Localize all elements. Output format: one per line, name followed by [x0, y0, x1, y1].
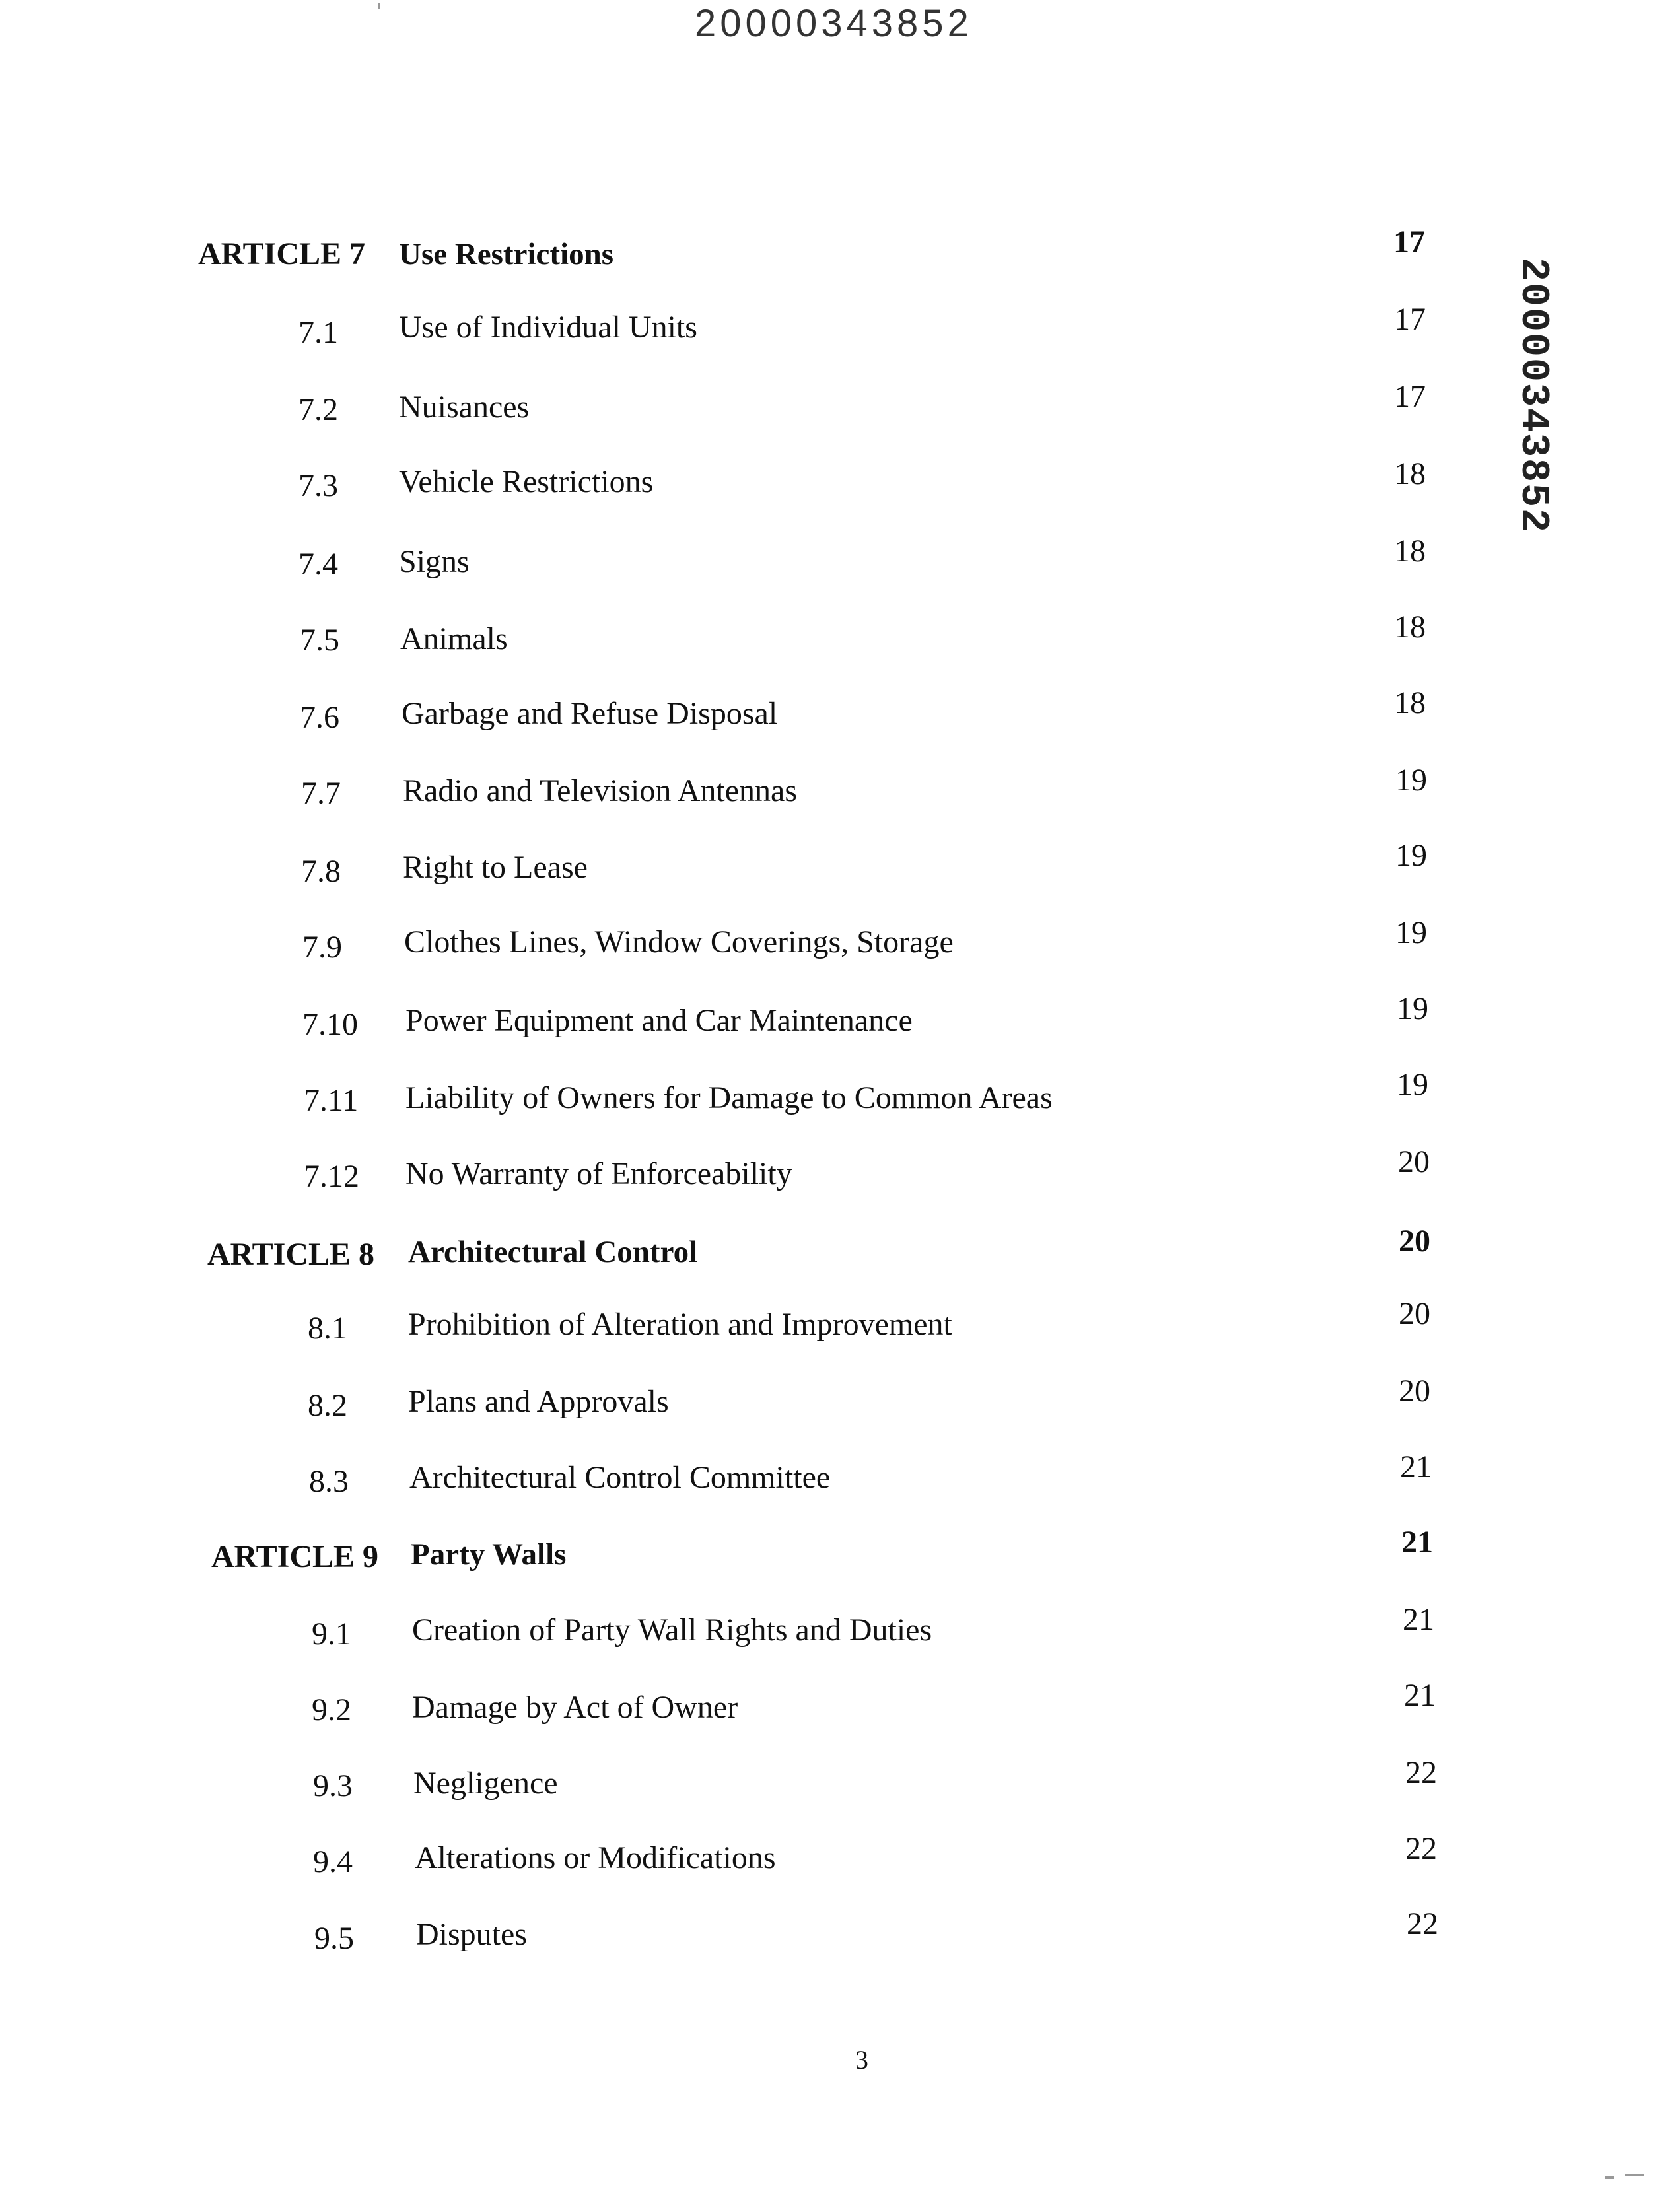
section-page: 18	[1394, 685, 1426, 720]
toc-section-row	[304, 1144, 1453, 1203]
section-title: Clothes Lines, Window Coverings, Storage	[404, 924, 954, 959]
section-page: 18	[1394, 456, 1426, 491]
section-page: 21	[1404, 1678, 1436, 1713]
section-title: Alterations or Modifications	[415, 1840, 776, 1875]
section-number: 9.3	[313, 1768, 353, 1803]
section-number: 9.5	[314, 1921, 354, 1956]
section-page: 20	[1399, 1373, 1430, 1408]
page-number: 3	[855, 2045, 868, 2075]
side-stamp: 20000343852	[1510, 258, 1555, 534]
section-number: 8.1	[308, 1311, 347, 1346]
toc-article-row	[198, 225, 1446, 281]
section-title: Damage by Act of Owner	[412, 1690, 738, 1725]
toc-section-row	[308, 1373, 1457, 1432]
section-page: 18	[1394, 609, 1426, 644]
article-page: 21	[1401, 1525, 1433, 1560]
section-page: 22	[1407, 1906, 1438, 1941]
section-page: 20	[1398, 1144, 1430, 1179]
section-page: 19	[1395, 838, 1427, 873]
toc-section-row	[313, 1831, 1462, 1889]
section-page: 19	[1397, 1067, 1428, 1102]
section-title: Garbage and Refuse Disposal	[402, 696, 778, 731]
section-number: 7.6	[300, 700, 339, 735]
section-title: Prohibition of Alteration and Improvement	[408, 1307, 952, 1342]
section-title: Power Equipment and Car Maintenance	[405, 1003, 913, 1038]
section-number: 7.1	[298, 315, 338, 350]
section-page: 19	[1397, 991, 1428, 1026]
toc-section-row	[298, 379, 1448, 436]
section-number: 7.9	[302, 930, 342, 965]
document-number: 20000343852	[695, 2, 973, 45]
section-page: 19	[1395, 763, 1427, 798]
section-number: 9.1	[312, 1616, 351, 1651]
section-number: 7.11	[304, 1083, 359, 1118]
toc-section-row	[300, 609, 1449, 667]
toc-article-row	[211, 1525, 1459, 1583]
section-title: Negligence	[413, 1766, 558, 1801]
section-number: 7.2	[298, 392, 338, 427]
toc-section-row	[298, 302, 1448, 359]
section-number: 8.2	[308, 1388, 347, 1423]
section-title: Animals	[400, 621, 508, 656]
section-title: No Warranty of Enforceability	[405, 1156, 792, 1191]
toc-section-row	[308, 1296, 1457, 1355]
toc-article-row	[207, 1224, 1455, 1281]
section-number: 9.4	[313, 1844, 353, 1879]
section-number: 7.3	[298, 468, 338, 503]
section-page: 20	[1399, 1296, 1430, 1331]
section-title: Creation of Party Wall Rights and Duties	[412, 1613, 932, 1648]
section-number: 7.5	[300, 623, 339, 658]
toc-section-row	[304, 1067, 1453, 1127]
section-page: 17	[1394, 379, 1426, 414]
section-page: 21	[1400, 1449, 1432, 1484]
article-title: Architectural Control	[408, 1235, 698, 1269]
section-title: Nuisances	[399, 390, 530, 425]
toc-section-row	[298, 456, 1448, 512]
toc-section-row	[301, 838, 1450, 898]
section-title: Plans and Approvals	[408, 1384, 669, 1419]
article-label: ARTICLE 7	[198, 236, 366, 271]
toc-section-row	[301, 763, 1450, 820]
section-title: Architectural Control Committee	[409, 1460, 831, 1495]
section-number: 9.2	[312, 1692, 351, 1727]
section-number: 7.7	[301, 776, 341, 811]
article-title: Party Walls	[411, 1537, 567, 1572]
section-title: Radio and Television Antennas	[403, 773, 797, 808]
toc-section-row	[312, 1678, 1461, 1737]
section-number: 7.8	[301, 854, 341, 889]
scan-speck	[1625, 2174, 1644, 2176]
section-number: 8.3	[309, 1464, 349, 1499]
toc-section-row	[298, 534, 1448, 591]
article-label: ARTICLE 9	[211, 1539, 379, 1574]
section-title: Disputes	[416, 1917, 527, 1952]
section-number: 7.4	[298, 547, 338, 582]
section-title: Signs	[399, 544, 470, 579]
toc-section-row	[312, 1602, 1461, 1661]
toc-section-row	[309, 1449, 1458, 1508]
scan-speck	[378, 3, 380, 9]
section-page: 17	[1394, 302, 1426, 337]
scan-speck	[1605, 2176, 1614, 2179]
section-page: 18	[1394, 534, 1426, 569]
section-title: Liability of Owners for Damage to Common Areas	[405, 1080, 1053, 1115]
section-page: 21	[1403, 1602, 1434, 1637]
article-label: ARTICLE 8	[207, 1237, 375, 1272]
article-page: 17	[1393, 225, 1425, 260]
toc-section-row	[300, 685, 1449, 744]
section-title: Vehicle Restrictions	[399, 464, 654, 499]
section-number: 7.12	[304, 1159, 359, 1194]
section-page: 22	[1405, 1831, 1437, 1866]
article-title: Use Restrictions	[399, 237, 614, 271]
section-title: Right to Lease	[403, 850, 588, 885]
article-page: 20	[1399, 1224, 1430, 1259]
toc-section-row	[313, 1755, 1462, 1813]
section-number: 7.10	[302, 1007, 358, 1042]
toc-section-row	[302, 991, 1452, 1051]
toc-section-row	[314, 1906, 1463, 1965]
section-page: 19	[1395, 915, 1427, 950]
toc-section-row	[302, 915, 1452, 974]
section-title: Use of Individual Units	[399, 310, 697, 345]
section-page: 22	[1405, 1755, 1437, 1790]
